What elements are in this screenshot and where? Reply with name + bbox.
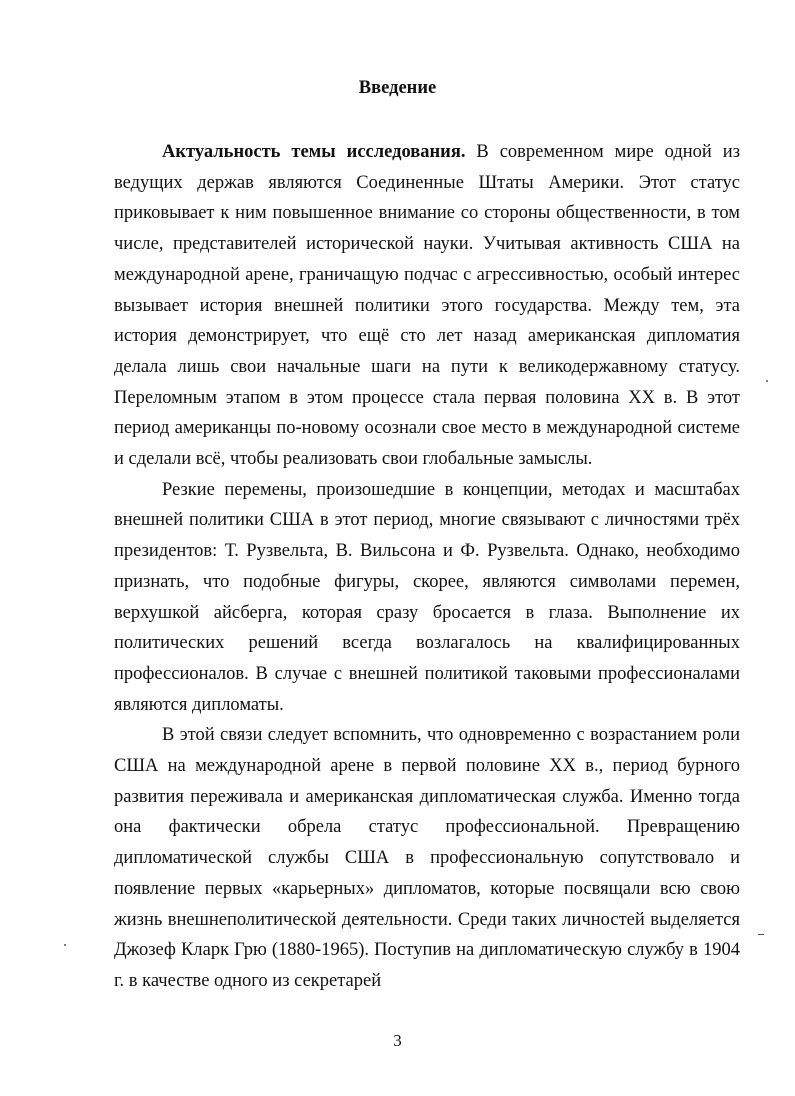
- paragraph-text: Резкие перемены, произошедшие в концепции, методах и масштабах внешней политики США в этот период, многие связывают с личностями трёх президентов: Т. Рузвельта, В. Вильсона и Ф. Рузвельта. Однако, необходимо признать, что подобные фигуры, скорее, являются символами перемен, верхушкой айсберга, которая сразу бросается в глаза. Выполнение их политических решений всегда возлагалось на квалифицированных профессионалов. В случае с внешней политикой таковыми профессионалами являются дипломаты.: [114, 479, 740, 715]
- paragraph-text: В этой связи следует вспомнить, что одновременно с возрастанием роли США на международной арене в первой половине XX в., период бурного развития переживала и американская дипломатическая служба. Именно тогда она фактически обрела статус профессиональной. Превращению дипломатической службы США в профессиональную сопутствовало и появление первых «карьерных» дипломатов, которые посвящали всю свою жизнь внешнеполитической деятельности. Среди таких личностей выделяется Джозеф Кларк Грю (1880-1965). Поступив на дипломатическую службу в 1904 г. в качестве одного из секретарей: [114, 725, 740, 991]
- paragraph-text: В современном мире одной из ведущих держав являются Соединенные Штаты Америки. Этот статус приковывает к ним повышенное внимание со стороны общественности, в том числе, представителей исторической науки. Учитывая активность США на международной арене, граничащую подчас с агрессивностью, особый интерес вызывает история внешней политики этого государства. Между тем, эта история демонстрирует, что ещё сто лет назад американская дипломатия делала лишь свои начальные шаги на пути к великодержавному статусу. Переломным этапом в этом процессе стала первая половина XX в. В этот период американцы по-новому осознали свое место в международной системе и сделали всё, чтобы реализовать свои глобальные замыслы.: [114, 142, 740, 470]
- page-number: 3: [393, 1031, 402, 1050]
- scan-speck: [758, 934, 764, 935]
- paragraph-diplomatic-service: [114, 720, 740, 996]
- scan-speck: [766, 380, 768, 382]
- paragraph-lead: Актуальность темы исследования.: [162, 142, 466, 162]
- paragraph-presidents: [114, 475, 740, 721]
- body-text: [114, 137, 740, 997]
- page-title: Введение: [358, 78, 437, 98]
- scan-speck: [64, 944, 66, 946]
- paragraph-relevance: [114, 137, 740, 475]
